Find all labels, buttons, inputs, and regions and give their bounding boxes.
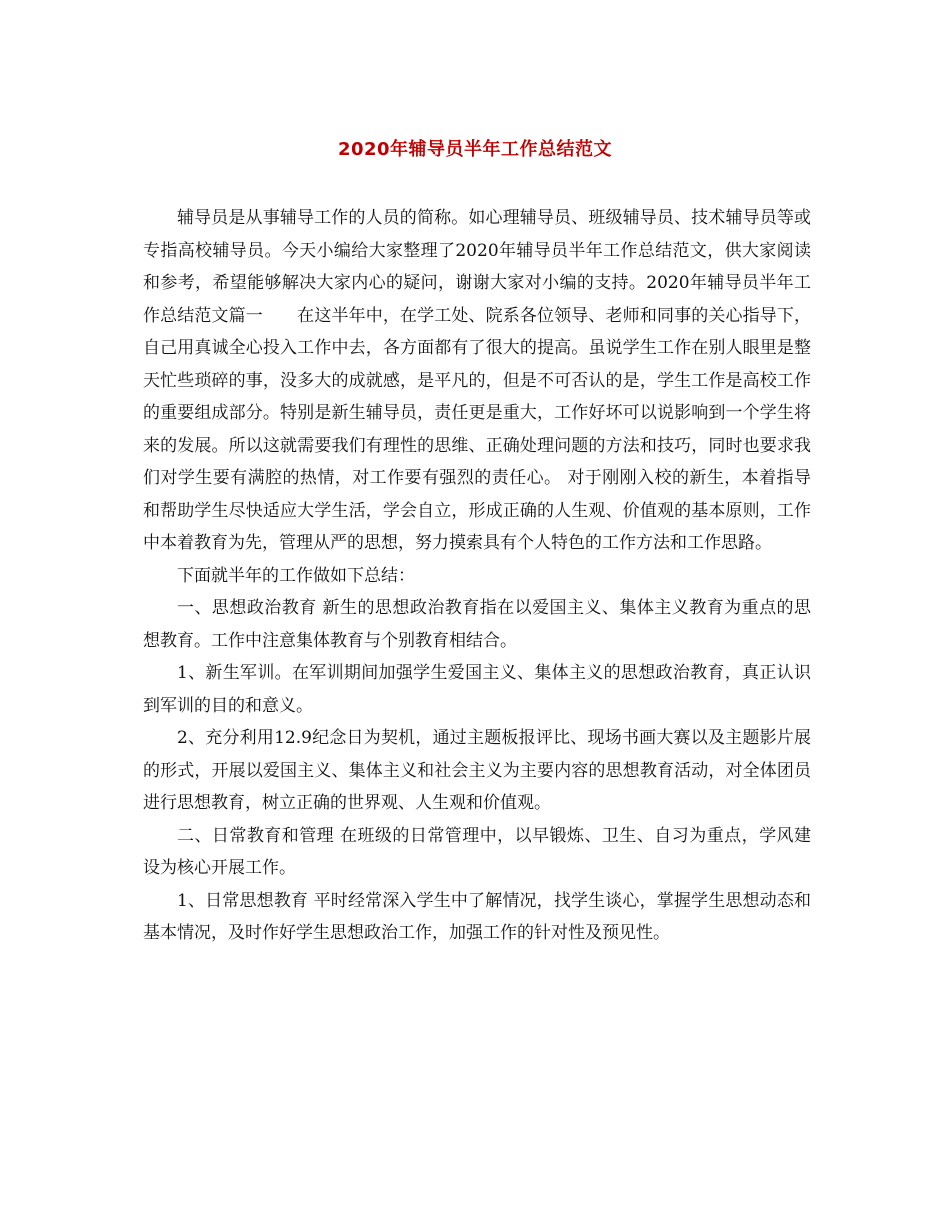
paragraph-section-1: 一、思想政治教育 新生的思想政治教育指在以爱国主义、集体主义教育为重点的思想教育。工作中注意集体教育与个别教育相结合。: [143, 598, 811, 651]
paragraph-intro: 辅导员是从事辅导工作的人员的简称。如心理辅导员、班级辅导员、技术辅导员等或专指高校辅导员。今天小编给大家整理了2020年辅导员半年工作总结范文，供大家阅读和参考，希望能够解决大家内心的疑问，谢谢大家对小编的支持。2020年辅导员半年工作总结范文篇一 在这半年中，在学工处、院系各位领导、老师和同事的关心指导下，自己用真诚全心投入工作中去，各方面都有了很大的提高。虽说学生工作在别人眼里是整天忙些琐碎的事，没多大的成就感，是平凡的，但是不可否认的是，学生工作是高校工作的重要组成部分。特别是新生辅导员，责任更是重大，工作好坏可以说影响到一个学生将来的发展。所以这就需要我们有理性的思维、正确处理问题的方法和技巧，同时也要求我们对学生要有满腔的热情，对工作要有强烈的责任心。 对于刚刚入校的新生，本着指导和帮助学生尽快适应大学生活，学会自立，形成正确的人生观、价值观的基本原则，工作中本着教育为先，管理从严的思想，努力摸索具有个人特色的工作方法和工作思路。: [143, 208, 811, 553]
document-body: [143, 202, 811, 950]
paragraph-section-1-item-2: 2、充分利用12.9纪念日为契机，通过主题板报评比、现场书画大赛以及主题影片展的形式，开展以爱国主义、集体主义和社会主义为主要内容的思想教育活动，对全体团员进行思想教育，树立正确的世界观、人生观和价值观。: [143, 728, 811, 813]
paragraph-section-1-item-1: 1、新生军训。在军训期间加强学生爱国主义、集体主义的思想政治教育，真正认识到军训的目的和意义。: [143, 663, 811, 716]
paragraph-summary-lead: 下面就半年的工作做如下总结：: [177, 565, 415, 586]
paragraph-section-2-item-1: 1、日常思想教育 平时经常深入学生中了解情况，找学生谈心，掌握学生思想动态和基本情况，及时作好学生思想政治工作，加强工作的针对性及预见性。: [143, 890, 811, 943]
paragraph-section-2: 二、日常教育和管理 在班级的日常管理中，以早锻炼、卫生、自习为重点，学风建设为核心开展工作。: [143, 825, 811, 878]
document-title: 2020年辅导员半年工作总结范文: [337, 139, 613, 160]
